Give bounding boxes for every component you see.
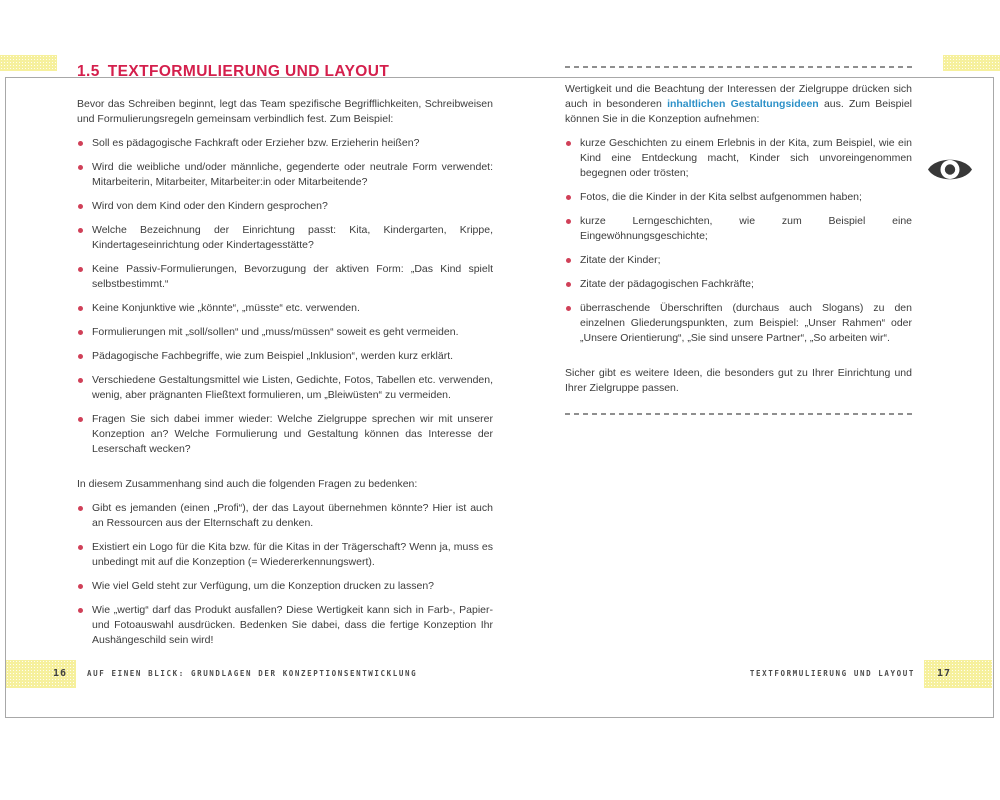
list-item: kurze Geschichten zu einem Erlebnis in der Kita, zum Beispiel, wie ein Kind eine Entdeckung macht, Kinder sich unvoreingenommen begegnen oder trösten; xyxy=(565,136,912,181)
intro-text-before: Wertigkeit und die Beachtung der Interessen der Zielgruppe drücken sich auch in besonderen xyxy=(565,83,912,110)
section2-intro-paragraph: In diesem Zusammenhang sind auch die folgenden Fragen zu bedenken: xyxy=(77,478,418,490)
list-item: Pädagogische Fachbegriffe, wie zum Beispiel „Inklusion“, werden kurz erklärt. xyxy=(77,349,493,364)
eye-icon xyxy=(927,152,973,187)
page-number-left: 16 xyxy=(52,668,67,679)
section-heading xyxy=(77,63,493,81)
page-number-block-left xyxy=(6,660,76,688)
list-item: Existiert ein Logo für die Kita bzw. für die Kitas in der Trägerschaft? Wenn ja, muss es unbedingt mit auf die Konzeption (= Wiedererkennungswert). xyxy=(77,540,493,570)
list-item: Wird die weibliche und/oder männliche, gegenderte oder neutrale Form verwendet: Mitarbeiterin, Mitarbeiter, Mitarbeiter:in oder Mitarbeitende? xyxy=(77,160,493,190)
list-item: Gibt es jemanden (einen „Profi“), der das Layout übernehmen könnte? Hier ist auch an Ressourcen aus der Elternschaft zu denken. xyxy=(77,501,493,531)
top-edge-tab-right xyxy=(943,55,1000,71)
list-item: Welche Bezeichnung der Einrichtung passt: Kita, Kindergarten, Krippe, Kindertageseinrichtung oder Kindertagesstätte? xyxy=(77,223,493,253)
page-left xyxy=(77,63,493,648)
right-intro-paragraph xyxy=(565,82,912,127)
list-item: überraschende Überschriften (durchaus auch Slogans) zu den einzelnen Gliederungspunkten, zum Beispiel: „Unser Rahmen“ oder „Unsere Orientierung“, „Sie sind unsere Partner“, „So arbeiten wir“. xyxy=(565,301,912,346)
section-number: 1.5 xyxy=(77,63,100,80)
list-item: Wie „wertig“ darf das Produkt ausfallen? Diese Wertigkeit kann sich in Farb-, Papier- und Fotoauswahl ausdrücken. Bedenken Sie dabei, dass die fertige Konzeption Ihr Aushängeschild sein wird! xyxy=(77,603,493,648)
footer-label-right: TEXTFORMULIERUNG UND LAYOUT xyxy=(749,669,915,678)
dashed-divider-bottom xyxy=(565,413,912,415)
list-item: Verschiedene Gestaltungsmittel wie Listen, Gedichte, Fotos, Tabellen etc. verwenden, wenig, aber prägnanten Fließtext formulieren, um „Bleiwüsten“ zu vermeiden. xyxy=(77,373,493,403)
page-number-right: 17 xyxy=(937,668,952,679)
layout-questions-list xyxy=(77,501,493,648)
list-item: Zitate der pädagogischen Fachkräfte; xyxy=(565,277,912,292)
intro-text-after: aus. Zum Beispiel können Sie in die Konzeption aufnehmen: xyxy=(565,98,913,125)
intro-paragraph: Bevor das Schreiben beginnt, legt das Team spezifische Begrifflichkeiten, Schreibweisen und Formulierungsregeln gemeinsam verbindlich fest. Zum Beispiel: xyxy=(77,98,493,125)
list-item: Fotos, die die Kinder in der Kita selbst aufgenommen haben; xyxy=(565,190,912,205)
highlighted-phrase: inhaltlichen Gestaltungsideen xyxy=(667,98,819,110)
closing-paragraph: Sicher gibt es weitere Ideen, die besonders gut zu Ihrer Einrichtung und Ihrer Zielgruppe passen. xyxy=(565,367,912,394)
list-item: Wie viel Geld steht zur Verfügung, um die Konzeption drucken zu lassen? xyxy=(77,579,493,594)
content-ideas-list xyxy=(565,136,912,346)
page-number-block-right xyxy=(924,660,992,688)
footer-label-left: AUF EINEN BLICK: GRUNDLAGEN DER KONZEPTIONSENTWICKLUNG xyxy=(87,669,418,678)
list-item: Soll es pädagogische Fachkraft oder Erzieher bzw. Erzieherin heißen? xyxy=(77,136,493,151)
section-title: TEXTFORMULIERUNG UND LAYOUT xyxy=(107,63,390,80)
list-item: Zitate der Kinder; xyxy=(565,253,912,268)
list-item: Wird von dem Kind oder den Kindern gesprochen? xyxy=(77,199,493,214)
list-item: Keine Konjunktive wie „könnte“, „müsste“ etc. verwenden. xyxy=(77,301,493,316)
list-item: Keine Passiv-Formulierungen, Bevorzugung der aktiven Form: „Das Kind spielt selbstbestimmt.“ xyxy=(77,262,493,292)
list-item: kurze Lerngeschichten, wie zum Beispiel eine Eingewöhnungsgeschichte; xyxy=(565,214,912,244)
wording-rules-list xyxy=(77,136,493,457)
dashed-divider-top xyxy=(565,66,912,68)
top-edge-tab-left xyxy=(0,55,57,71)
list-item: Formulierungen mit „soll/sollen“ und „muss/müssen“ soweit es geht vermeiden. xyxy=(77,325,493,340)
page-right xyxy=(565,62,912,415)
list-item: Fragen Sie sich dabei immer wieder: Welche Zielgruppe sprechen wir mit unserer Konzeption an? Welche Formulierung und Gestaltung können das Interesse der Leserschaft wecken? xyxy=(77,412,493,457)
